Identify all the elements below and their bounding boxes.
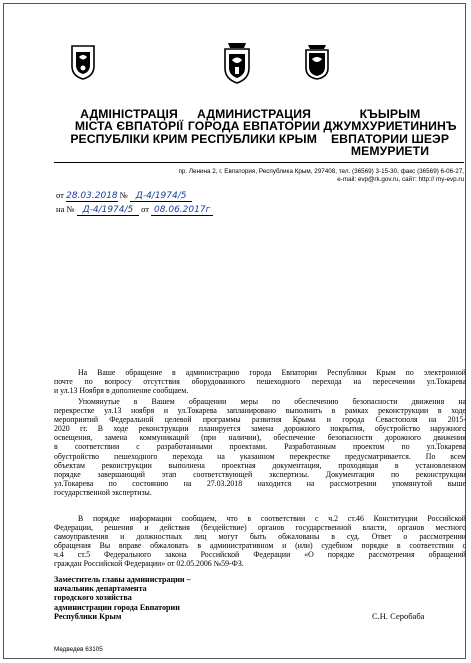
- text-line: ч.4 ст.5 Федерального закона Российской Федерации «О порядке рассмотрения обращений: [54, 550, 466, 560]
- russian-title-line: ГОРОДА ЕВПАТОРИИ: [187, 119, 321, 134]
- text-line: Федерации, решения и действия (бездействие) органов государственной власти, органов местного: [54, 523, 466, 533]
- russian-title-line: АДМИНИСТРАЦИЯ: [197, 107, 311, 121]
- header-divider: [54, 162, 464, 163]
- outgoing-registration: [56, 190, 192, 202]
- text-line: объектам реконструкции выполнена проектная документация, проходящая в установленном: [54, 460, 466, 470]
- ukrainian-title-line: МІСТА ЄВПАТОРІЇ: [74, 119, 184, 134]
- text-line: мероприятий Федеральной целевой программы развития Крыма и города Севастополя на 2015-: [54, 415, 466, 425]
- in-prefix: на №: [56, 204, 75, 214]
- outgoing-number: Д-4/1974/5: [130, 191, 192, 202]
- position-line: администрации города Евпатории: [54, 602, 180, 612]
- text-line: перекрестке ул.13 ноября и ул.Токарева запланировано выполнить в рамках реконструкции в ходе: [54, 406, 466, 416]
- crimean-coat-of-arms-icon: [304, 44, 330, 80]
- russian-title-line: РЕСПУБЛИКИ КРЫМ: [191, 131, 317, 146]
- in-from-label: от: [141, 204, 150, 214]
- text-line: обращения Вы вправе обжаловать в административном и (или) судебном порядке в соответствии с: [54, 541, 466, 551]
- paragraph-measures: [54, 397, 466, 497]
- out-number-label: №: [119, 190, 128, 200]
- letter-page: [3, 3, 466, 659]
- crimean-tatar-title-line: МЕМУРИЕТИ: [350, 143, 430, 158]
- position-line: начальник департамента: [54, 584, 147, 594]
- contact-line: e-mail: evp@rk.gov.ru, сайт: http:// my-evp.ru: [337, 176, 464, 183]
- position-line: Республики Крым: [54, 611, 122, 621]
- ukrainian-org-title: [59, 108, 199, 145]
- crimean-tatar-title-line: КЪЫРЫМ: [359, 107, 421, 121]
- text-line: почте по вопросу отсутствия оборудованного пешеходного перехода на пересечении ул.Токарева: [54, 377, 466, 387]
- signatory-position: [54, 575, 191, 621]
- evpatoria-coat-of-arms-icon: [222, 42, 252, 84]
- incoming-registration: [56, 204, 213, 216]
- paragraph-intro: [54, 368, 466, 395]
- crimean-tatar-title-line: ЕВПАТОРИИ ШЕЭР: [330, 131, 450, 146]
- outgoing-date: 28.03.2018: [66, 191, 118, 201]
- crimean-tatar-org-title: [320, 108, 460, 157]
- signer-name: С.Н. Серобаба: [372, 611, 425, 621]
- position-line: городского хозяйства: [54, 593, 132, 603]
- text-line: ул.Токарева по состоянию на 27.03.2018 находится на рассмотрении упомянутой выше: [54, 478, 466, 488]
- text-line: освещения, замена коммуникаций (при наличии), обеспечение безопасности дорожного движения: [54, 433, 466, 443]
- text-line: самоуправления и должностных лиц могут быть обжалованы в суд. Ответ о рассмотрении: [54, 532, 466, 542]
- text-line: обустройство пешеходного перехода на указанном перекрестке предусматривается. По всем: [54, 451, 466, 461]
- russian-org-title: [184, 108, 324, 145]
- text-line: порядке завершающий этап соответствующей экспертизы. Документация по реконструкции: [54, 469, 466, 479]
- ukrainian-title-line: РЕСПУБЛІКИ КРИМ: [70, 131, 188, 146]
- text-line: В порядке информации сообщаем, что в соответствии с ч.2 ст.46 Конституции Российской: [78, 514, 466, 523]
- executor-note: Медведев 63105: [54, 646, 103, 653]
- text-line: 2020 гг. В ходе реконструкции планируется замена дорожного покрытия, обустройство наружного: [54, 424, 466, 434]
- text-line: граждан Российской Федерации» от 02.05.2006 №59-ФЗ.: [54, 559, 244, 569]
- ukrainian-title-line: АДМІНІСТРАЦІЯ: [80, 107, 178, 121]
- text-line: в соответствии с разработанными проектами. Разработанным проектом по ул.Токарева: [54, 442, 466, 452]
- address-line: пр. Ленина 2, г. Евпатория, Республика Крым, 297408, тел. (36569) 3-15-30, факс (36569) 6-06-27,: [178, 168, 464, 175]
- position-line: Заместитель главы администрации –: [54, 575, 191, 584]
- crimean-tatar-title-line: ДЖУМХУРИЕТИНИНЪ: [323, 119, 457, 134]
- ukrainian-crimea-coat-of-arms-icon: [70, 44, 96, 80]
- out-prefix: от: [56, 190, 64, 200]
- incoming-date: 08.06.2017г: [151, 205, 213, 216]
- text-line: государственной экспертизы.: [54, 487, 152, 497]
- text-line: На Ваше обращение в администрацию города Евпатории Республики Крым по электронной: [78, 368, 466, 377]
- incoming-number: Д-4/1974/5: [77, 205, 139, 216]
- paragraph-appeal-rights: [54, 514, 466, 569]
- text-line: и ул.13 Ноября в дополнение сообщаем.: [54, 386, 189, 396]
- text-line: Упомянутые в Вашем обращении меры по обеспечению безопасности движения на: [78, 397, 466, 406]
